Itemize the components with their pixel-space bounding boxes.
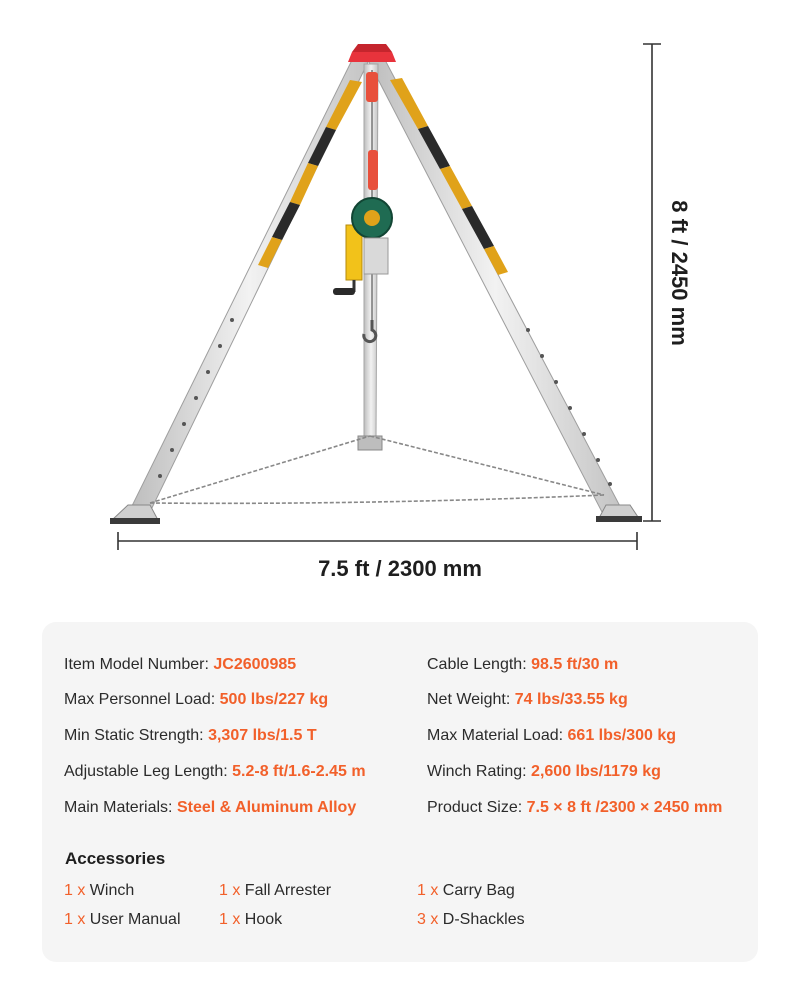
spec-label: Product Size: xyxy=(427,799,523,816)
spec-value: 2,600 lbs/1179 kg xyxy=(531,763,661,780)
accessory-name: Carry Bag xyxy=(442,882,515,899)
spec-label: Max Personnel Load: xyxy=(64,691,216,708)
spec-min-static-strength xyxy=(64,727,317,745)
accessory-qty: 1 x xyxy=(64,882,86,899)
width-dimension-line xyxy=(118,532,637,550)
width-dimension-label: 7.5 ft / 2300 mm xyxy=(318,556,482,581)
spec-value: 500 lbs/227 kg xyxy=(219,691,329,708)
spec-value: 7.5 × 8 ft /2300 × 2450 mm xyxy=(526,799,723,816)
winch xyxy=(333,198,392,295)
accessory-qty: 3 x xyxy=(417,911,439,928)
spec-label: Max Material Load: xyxy=(427,727,564,744)
spec-value: 98.5 ft/30 m xyxy=(531,656,619,673)
spec-value: JC2600985 xyxy=(213,656,297,673)
spec-model-number xyxy=(64,656,296,674)
spec-max-personnel-load xyxy=(64,691,328,709)
spec-net-weight xyxy=(427,691,628,709)
spec-winch-rating xyxy=(427,763,661,781)
accessory-name: Fall Arrester xyxy=(244,882,332,899)
accessory-name: D-Shackles xyxy=(442,911,525,928)
spec-adjustable-leg-length xyxy=(64,763,366,781)
spec-label: Min Static Strength: xyxy=(64,727,204,744)
tripod-head xyxy=(348,44,396,62)
accessories-title: Accessories xyxy=(65,849,166,868)
accessory-qty: 1 x xyxy=(219,911,241,928)
accessory-item xyxy=(64,911,181,929)
accessory-name: Winch xyxy=(89,882,135,899)
spec-value: 74 lbs/33.55 kg xyxy=(514,691,628,708)
accessory-name: User Manual xyxy=(89,911,181,928)
tripod-right-leg xyxy=(368,58,642,522)
spec-value: 661 lbs/300 kg xyxy=(567,727,677,744)
height-dimension-line xyxy=(643,44,661,521)
accessory-item xyxy=(219,911,282,929)
spec-label: Main Materials: xyxy=(64,799,173,816)
accessory-item xyxy=(64,882,134,900)
accessory-item xyxy=(219,882,331,900)
accessory-qty: 1 x xyxy=(64,911,86,928)
spec-value: Steel & Aluminum Alloy xyxy=(176,799,357,816)
spec-label: Item Model Number: xyxy=(64,656,209,673)
specifications-card xyxy=(42,622,758,962)
spec-main-materials xyxy=(64,799,356,817)
spec-value: 5.2-8 ft/1.6-2.45 m xyxy=(232,763,366,780)
spec-product-size xyxy=(427,799,722,817)
spec-max-material-load xyxy=(427,727,676,745)
spec-label: Winch Rating: xyxy=(427,763,527,780)
spec-value: 3,307 lbs/1.5 T xyxy=(208,727,317,744)
tripod-left-leg xyxy=(110,60,368,524)
spec-label: Adjustable Leg Length: xyxy=(64,763,228,780)
height-dimension-label: 8 ft / 2450 mm xyxy=(667,200,692,346)
accessory-qty: 1 x xyxy=(417,882,439,899)
spec-cable-length xyxy=(427,656,618,674)
accessory-qty: 1 x xyxy=(219,882,241,899)
accessory-name: Hook xyxy=(244,911,283,928)
spec-label: Net Weight: xyxy=(427,691,511,708)
accessory-item xyxy=(417,911,525,929)
accessory-item xyxy=(417,882,515,900)
spec-label: Cable Length: xyxy=(427,656,527,673)
